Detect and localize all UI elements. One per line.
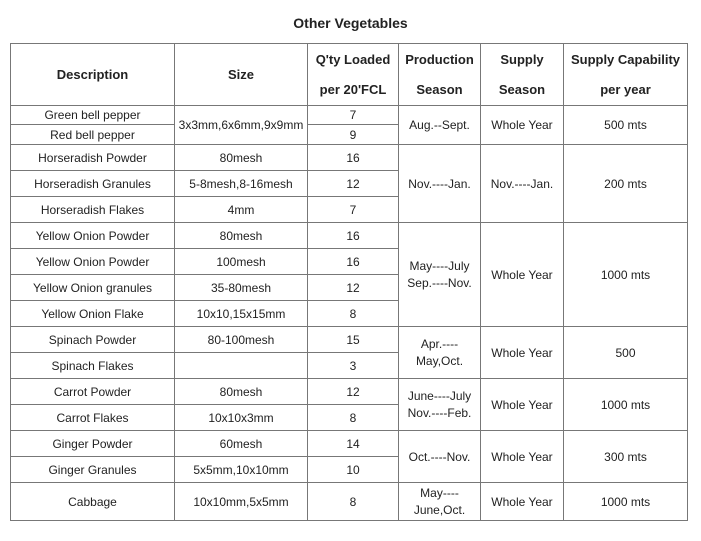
size-cell: 10x10,15x15mm (175, 301, 308, 327)
description-cell: Horseradish Flakes (11, 197, 175, 223)
size-cell: 35-80mesh (175, 275, 308, 301)
description-cell: Yellow Onion Powder (11, 249, 175, 275)
description-cell: Horseradish Powder (11, 145, 175, 171)
table-row (11, 483, 688, 521)
header-supply-capability: Supply Capability per year (564, 44, 688, 106)
qty-cell: 7 (308, 106, 399, 125)
production-season-cell: May---- June,Oct. (399, 483, 481, 521)
qty-cell: 7 (308, 197, 399, 223)
header-supply-season: Supply Season (481, 44, 564, 106)
description-cell: Green bell pepper (11, 106, 175, 125)
size-cell (175, 353, 308, 379)
supply-season-cell: Whole Year (481, 223, 564, 327)
supply-season-cell: Whole Year (481, 106, 564, 145)
production-season-cell: Aug.--Sept. (399, 106, 481, 145)
qty-cell: 8 (308, 483, 399, 521)
header-production-season: Production Season (399, 44, 481, 106)
size-cell: 80-100mesh (175, 327, 308, 353)
supply-season-cell: Whole Year (481, 483, 564, 521)
description-cell: Ginger Granules (11, 457, 175, 483)
description-cell: Spinach Powder (11, 327, 175, 353)
description-cell: Spinach Flakes (11, 353, 175, 379)
production-season-cell: June----July Nov.----Feb. (399, 379, 481, 431)
qty-cell: 14 (308, 431, 399, 457)
supply-season-cell: Nov.----Jan. (481, 145, 564, 223)
production-season-cell: Nov.----Jan. (399, 145, 481, 223)
header-qty: Q'ty Loaded per 20'FCL (308, 44, 399, 106)
capability-cell: 300 mts (564, 431, 688, 483)
size-cell: 10x10mm,5x5mm (175, 483, 308, 521)
capability-cell: 500 mts (564, 106, 688, 145)
size-cell: 100mesh (175, 249, 308, 275)
capability-cell: 1000 mts (564, 223, 688, 327)
qty-cell: 16 (308, 223, 399, 249)
description-cell: Carrot Flakes (11, 405, 175, 431)
table-row (11, 327, 688, 353)
qty-cell: 3 (308, 353, 399, 379)
description-cell: Ginger Powder (11, 431, 175, 457)
qty-cell: 12 (308, 171, 399, 197)
page-title: Other Vegetables (293, 15, 408, 31)
table-row (11, 145, 688, 171)
qty-cell: 12 (308, 275, 399, 301)
supply-season-cell: Whole Year (481, 327, 564, 379)
supply-season-cell: Whole Year (481, 431, 564, 483)
qty-cell: 16 (308, 249, 399, 275)
description-cell: Yellow Onion Flake (11, 301, 175, 327)
qty-cell: 9 (308, 125, 399, 145)
qty-cell: 16 (308, 145, 399, 171)
description-cell: Horseradish Granules (11, 171, 175, 197)
description-cell: Carrot Powder (11, 379, 175, 405)
size-cell: 4mm (175, 197, 308, 223)
size-cell: 80mesh (175, 379, 308, 405)
description-cell: Red bell pepper (11, 125, 175, 145)
vegetables-table (10, 43, 688, 521)
size-cell: 3x3mm,6x6mm,9x9mm (175, 106, 308, 145)
qty-cell: 12 (308, 379, 399, 405)
size-cell: 80mesh (175, 145, 308, 171)
size-cell: 10x10x3mm (175, 405, 308, 431)
size-cell: 5-8mesh,8-16mesh (175, 171, 308, 197)
production-season-cell: Oct.----Nov. (399, 431, 481, 483)
table-row (11, 379, 688, 405)
header-row (11, 44, 688, 106)
supply-season-cell: Whole Year (481, 379, 564, 431)
qty-cell: 10 (308, 457, 399, 483)
qty-cell: 8 (308, 405, 399, 431)
size-cell: 80mesh (175, 223, 308, 249)
description-cell: Yellow Onion granules (11, 275, 175, 301)
capability-cell: 1000 mts (564, 379, 688, 431)
production-season-cell: May----July Sep.----Nov. (399, 223, 481, 327)
size-cell: 60mesh (175, 431, 308, 457)
qty-cell: 8 (308, 301, 399, 327)
qty-cell: 15 (308, 327, 399, 353)
capability-cell: 1000 mts (564, 483, 688, 521)
size-cell: 5x5mm,10x10mm (175, 457, 308, 483)
description-cell: Cabbage (11, 483, 175, 521)
table-row (11, 431, 688, 457)
table-row (11, 223, 688, 249)
header-size: Size (175, 44, 308, 106)
header-description: Description (11, 44, 175, 106)
production-season-cell: Apr.---- May,Oct. (399, 327, 481, 379)
description-cell: Yellow Onion Powder (11, 223, 175, 249)
capability-cell: 500 (564, 327, 688, 379)
table-row (11, 106, 688, 125)
capability-cell: 200 mts (564, 145, 688, 223)
